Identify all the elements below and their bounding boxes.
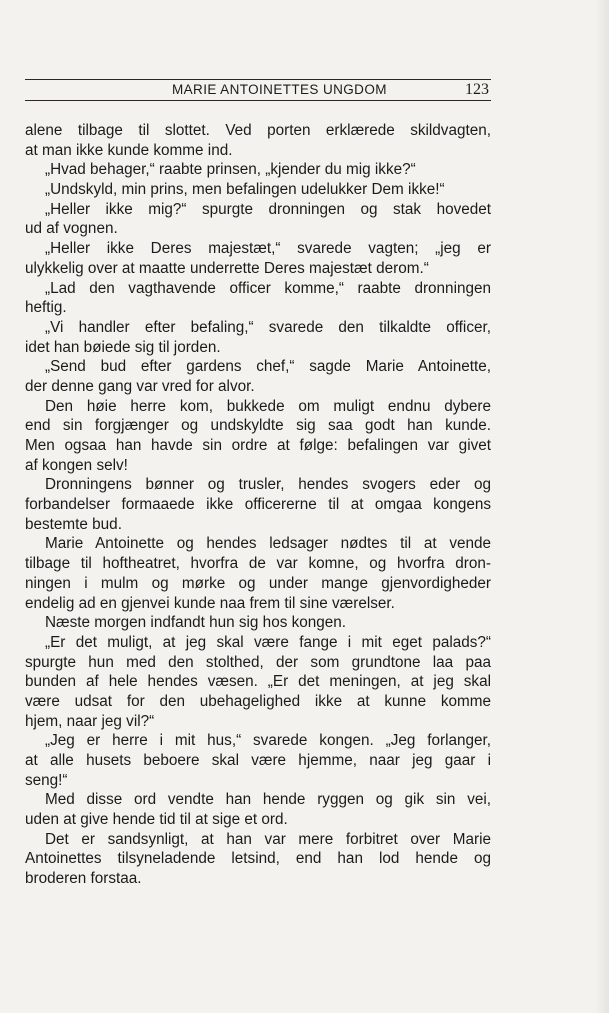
text-line: der denne gang var vred for alvor. — [25, 377, 255, 395]
running-title: MARIE ANTOINETTES UNGDOM — [172, 82, 387, 97]
text-line: bunden af hele hendes væsen. „Er det meningen, at jeg skal — [25, 673, 491, 691]
text-line: Dronningens bønner og trusler, hendes svogers eder og — [45, 476, 491, 494]
text-line: ud af vognen. — [25, 220, 118, 238]
text-line: ningen i mulm og mørke og under mange gjenvordigheder — [25, 574, 491, 592]
text-line: forbandelser formaaede ikke officererne til at omgaa kongens — [25, 496, 491, 514]
text-line: „Lad den vagthavende officer komme,“ raabte dronningen — [45, 279, 491, 297]
text-line: Næste morgen indfandt hun sig hos kongen. — [45, 614, 347, 632]
text-line: „Send bud efter gardens chef,“ sagde Marie Antoinette, — [45, 358, 491, 376]
running-head — [25, 82, 491, 98]
text-line: at man ikke kunde komme ind. — [25, 141, 233, 159]
text-line: tilbage til hoftheatret, hvorfra de var komne, og hvorfra dron- — [25, 555, 491, 573]
text-line: være udsat for den ubehagelighed ikke at kunne komme — [25, 692, 491, 710]
text-line: seng!“ — [25, 771, 68, 789]
text-line: bestemte bud. — [25, 515, 122, 533]
text-line: heftig. — [25, 299, 67, 317]
text-line: ulykkelig over at maatte underrette Deres majestæt derom.“ — [25, 259, 429, 277]
text-line: Med disse ord vendte han hende ryggen og gik sin vei, — [45, 791, 491, 809]
page-edge-shadow — [595, 0, 609, 1013]
header-rule-top — [25, 79, 491, 80]
header-rule-bottom — [25, 100, 491, 101]
text-line: Det er sandsynligt, at han var mere forbitret over Marie — [45, 830, 491, 848]
page-number: 123 — [465, 81, 489, 98]
text-line: endelig ad en gjenvei kunde naa frem til sine værelser. — [25, 594, 395, 612]
text-line: „Vi handler efter befaling,“ svarede den tilkaldte officer, — [45, 318, 491, 336]
text-line: „Hvad behager,“ raabte prinsen, „kjender du mig ikke?“ — [45, 161, 416, 179]
text-line: Marie Antoinette og hendes ledsager nødtes til at vende — [45, 535, 491, 553]
text-line: uden at give hende tid til at sige et ord. — [25, 811, 288, 829]
text-line: af kongen selv! — [25, 456, 128, 474]
text-line: broderen forstaa. — [25, 870, 142, 888]
text-line: Antoinettes tilsyneladende letsind, end han lod hende og — [25, 850, 491, 868]
text-line: „Undskyld, min prins, men befalingen udelukker Dem ikke!“ — [45, 181, 445, 199]
body-text — [25, 121, 491, 889]
text-line: „Jeg er herre i mit hus,“ svarede kongen. „Jeg forlanger, — [45, 732, 491, 750]
text-line: end sin forgjænger og undskyldte sig saa godt han kunde. — [25, 417, 491, 435]
text-line: at alle husets beboere skal være hjemme, naar jeg gaar i — [25, 752, 491, 769]
text-line: alene tilbage til slottet. Ved porten erklærede skildvagten, — [25, 122, 491, 139]
text-line: „Er det muligt, at jeg skal være fange i mit eget palads?“ — [45, 633, 491, 651]
text-line: hjem, naar jeg vil?“ — [25, 712, 155, 730]
text-line: spurgte hun med den stolthed, der som grundtone laa paa — [25, 653, 491, 671]
text-line: Men ogsaa han havde sin ordre at følge: befalingen var givet — [25, 437, 491, 454]
text-line: „Heller ikke mig?“ spurgte dronningen og stak hovedet — [45, 200, 491, 218]
text-line: „Heller ikke Deres majestæt,“ svarede vagten; „jeg er — [45, 240, 491, 258]
text-line: Den høie herre kom, bukkede om muligt endnu dybere — [45, 397, 491, 415]
text-line: idet han bøiede sig til jorden. — [25, 338, 221, 356]
